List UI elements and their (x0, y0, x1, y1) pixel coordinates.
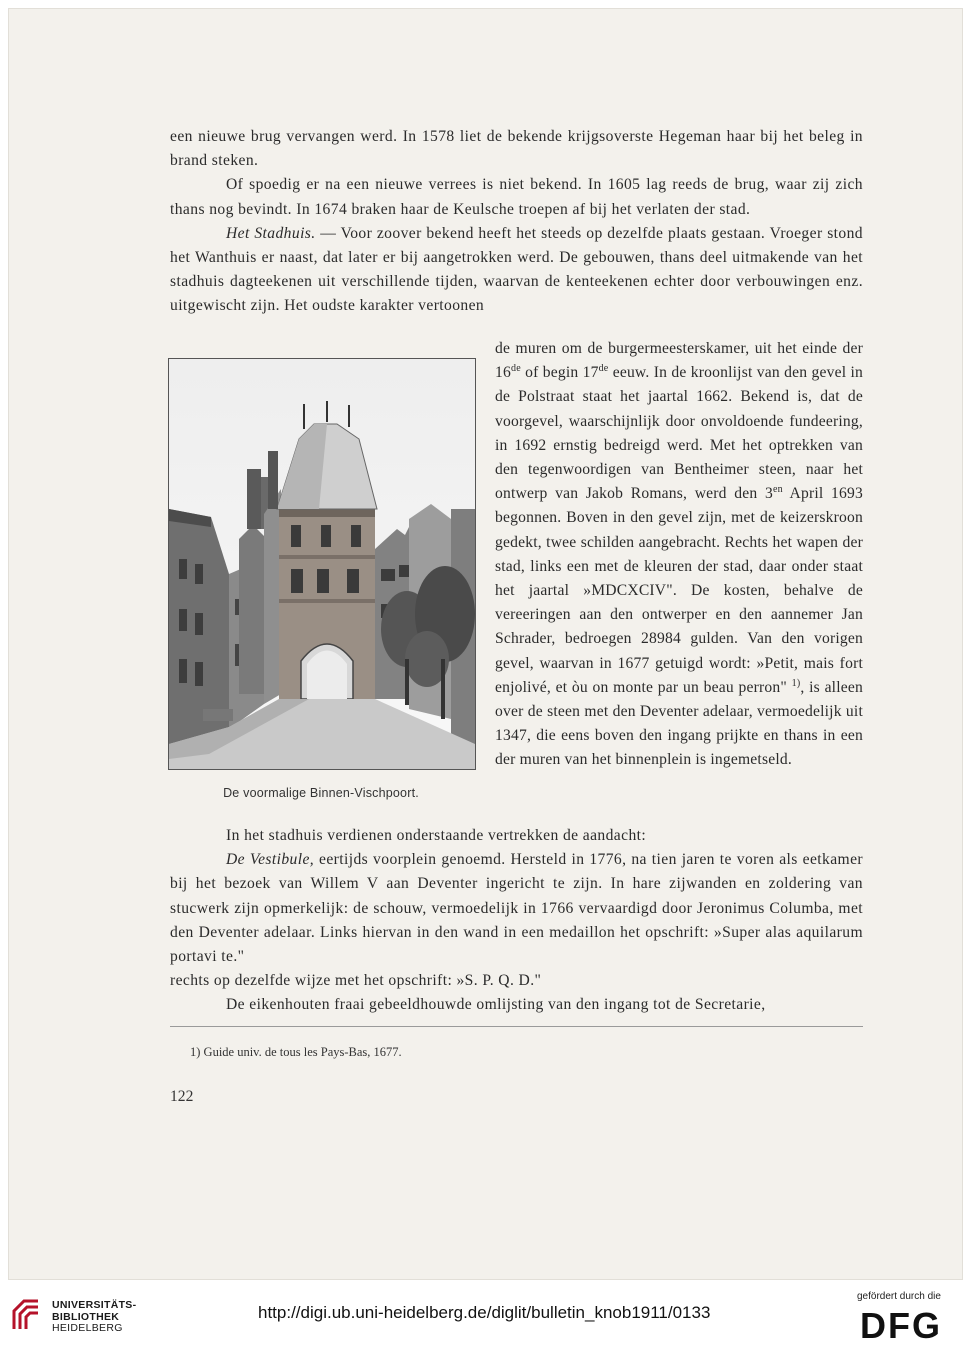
side-text-1: de muren om de burgermeesterskamer, uit het einde der 16 (495, 340, 863, 382)
superscript-en: en (772, 484, 783, 496)
permalink-url[interactable]: http://digi.ub.uni-heidelberg.de/diglit/bulletin_knob1911/0133 (258, 1303, 711, 1322)
page-number: 122 (170, 1088, 194, 1105)
funding-label: gefördert durch die (857, 1291, 941, 1302)
paragraph-stadhuis-text: — Voor zoover bekend heeft het steeds op dezelfde plaats gestaan. Vroeger stond het Wanthuis er naast, dat later er bij aangetrokken werd. De gebouwen, thans deel uitmakende van het stadhuis dagteekenen uit verschillende tijden, waarvan de kenteekenen echter door verbouwingen enz. uitgewischt zijn. Het oudste karakter vertoonen (170, 224, 863, 315)
paragraph-vestibule (170, 848, 863, 969)
footnote-divider (170, 1026, 863, 1027)
figure-caption: De voormalige Binnen-Vischpoort. (223, 786, 419, 800)
paragraph-rebuild: Of spoedig er na een nieuwe verrees is niet bekend. In 1605 lag reeds de brug, waar zij zich thans nog bevindt. In 1674 braken haar de Keulsche troepen af bij het verlaten der stad. (170, 176, 863, 218)
superscript-de-2: de (598, 363, 609, 375)
gate-illustration (169, 359, 475, 769)
paragraph-vestibule-text: eertijds voorplein genoemd. Hersteld in 1776, na tien jaren te voren als eetkamer bij het bezoek van Willem V aan Deventer ingericht te zijn. In hare zijwanden en zoldering van stucwerk zijn opmerkelijk: de schouw, vermoedelijk in 1766 vervaardigd door Jeronimus Columba, met den Deventer adelaar. Links hiervan in den wand in een medaillon het opschrift: »Super alas aquilarum portavi te." (170, 851, 863, 966)
library-name: UNIVERSITÄTS- BIBLIOTHEK HEIDELBERG (52, 1299, 137, 1334)
paragraph-secretarie: De eikenhouten fraai gebeeldhouwde omlijsting van den ingang tot de Secretarie, (226, 996, 766, 1014)
dfg-logo: DFG (860, 1305, 942, 1346)
side-text-3: eeuw. In de kroonlijst van den gevel in de Polstraat staat het jaartal 1662. Bekend is, dat de voorgevel, waarschijnlijk door onvoldoende fundeering, in 1692 ernstig bedreigd werd. Met het optrekken van den tegenwoordigen van Bentheimer steen, naar het ontwerp van Jakob Romans, werd den 3 (495, 364, 864, 503)
paragraph-opschrift: rechts op dezelfde wijze met het opschrift: »S. P. Q. D." (170, 972, 542, 990)
superscript-de-1: de (511, 363, 521, 375)
footnote-text: 1) Guide univ. de tous les Pays-Bas, 1677. (190, 1045, 402, 1059)
side-text-5: , is alleen over de steen met den Deventer adelaar, vermoedelijk uit 1347, die eens boven den ingang prijkte en thans in een der muren van het binnenplein is ingemetseld. (495, 678, 863, 769)
side-text-4: April 1693 begonnen. Boven in den gevel zijn, met de keizerskroon gedekt, twee schilden aangebracht. Rechts het wapen der stad, links een met de kleuren der stad, daar onder staat het jaartal »MDCXCIV". De kosten, behalve de vereeringen aan den ontwerper en den aannemer Jan Schrader, bedroegen 28984 gulden. Van den vorigen gevel, waarvan in 1677 getuigd wordt: »Petit, mais fort enjolivé, et òu on monte par un beau perron" (495, 485, 863, 696)
paragraph-stadhuis (170, 222, 863, 319)
text-block-bottom (170, 824, 863, 1018)
heading-stadhuis: Het Stadhuis. (226, 224, 316, 242)
text-block-top (170, 125, 863, 319)
figure-binnen-vischpoort (168, 358, 476, 770)
paragraph-bridge: een nieuwe brug vervangen werd. In 1578 liet de bekende krijgsoverste Hegeman haar bij het beleg in brand steken. (170, 128, 863, 170)
side-text-2: of begin 17 (520, 364, 599, 382)
heading-vestibule: De Vestibule, (226, 851, 315, 869)
side-column-text (495, 337, 863, 773)
footnote-ref[interactable]: 1) (791, 677, 801, 689)
paragraph-vertrekken: In het stadhuis verdienen onderstaande vertrekken de aandacht: (226, 827, 647, 844)
library-logo-icon (10, 1297, 46, 1333)
